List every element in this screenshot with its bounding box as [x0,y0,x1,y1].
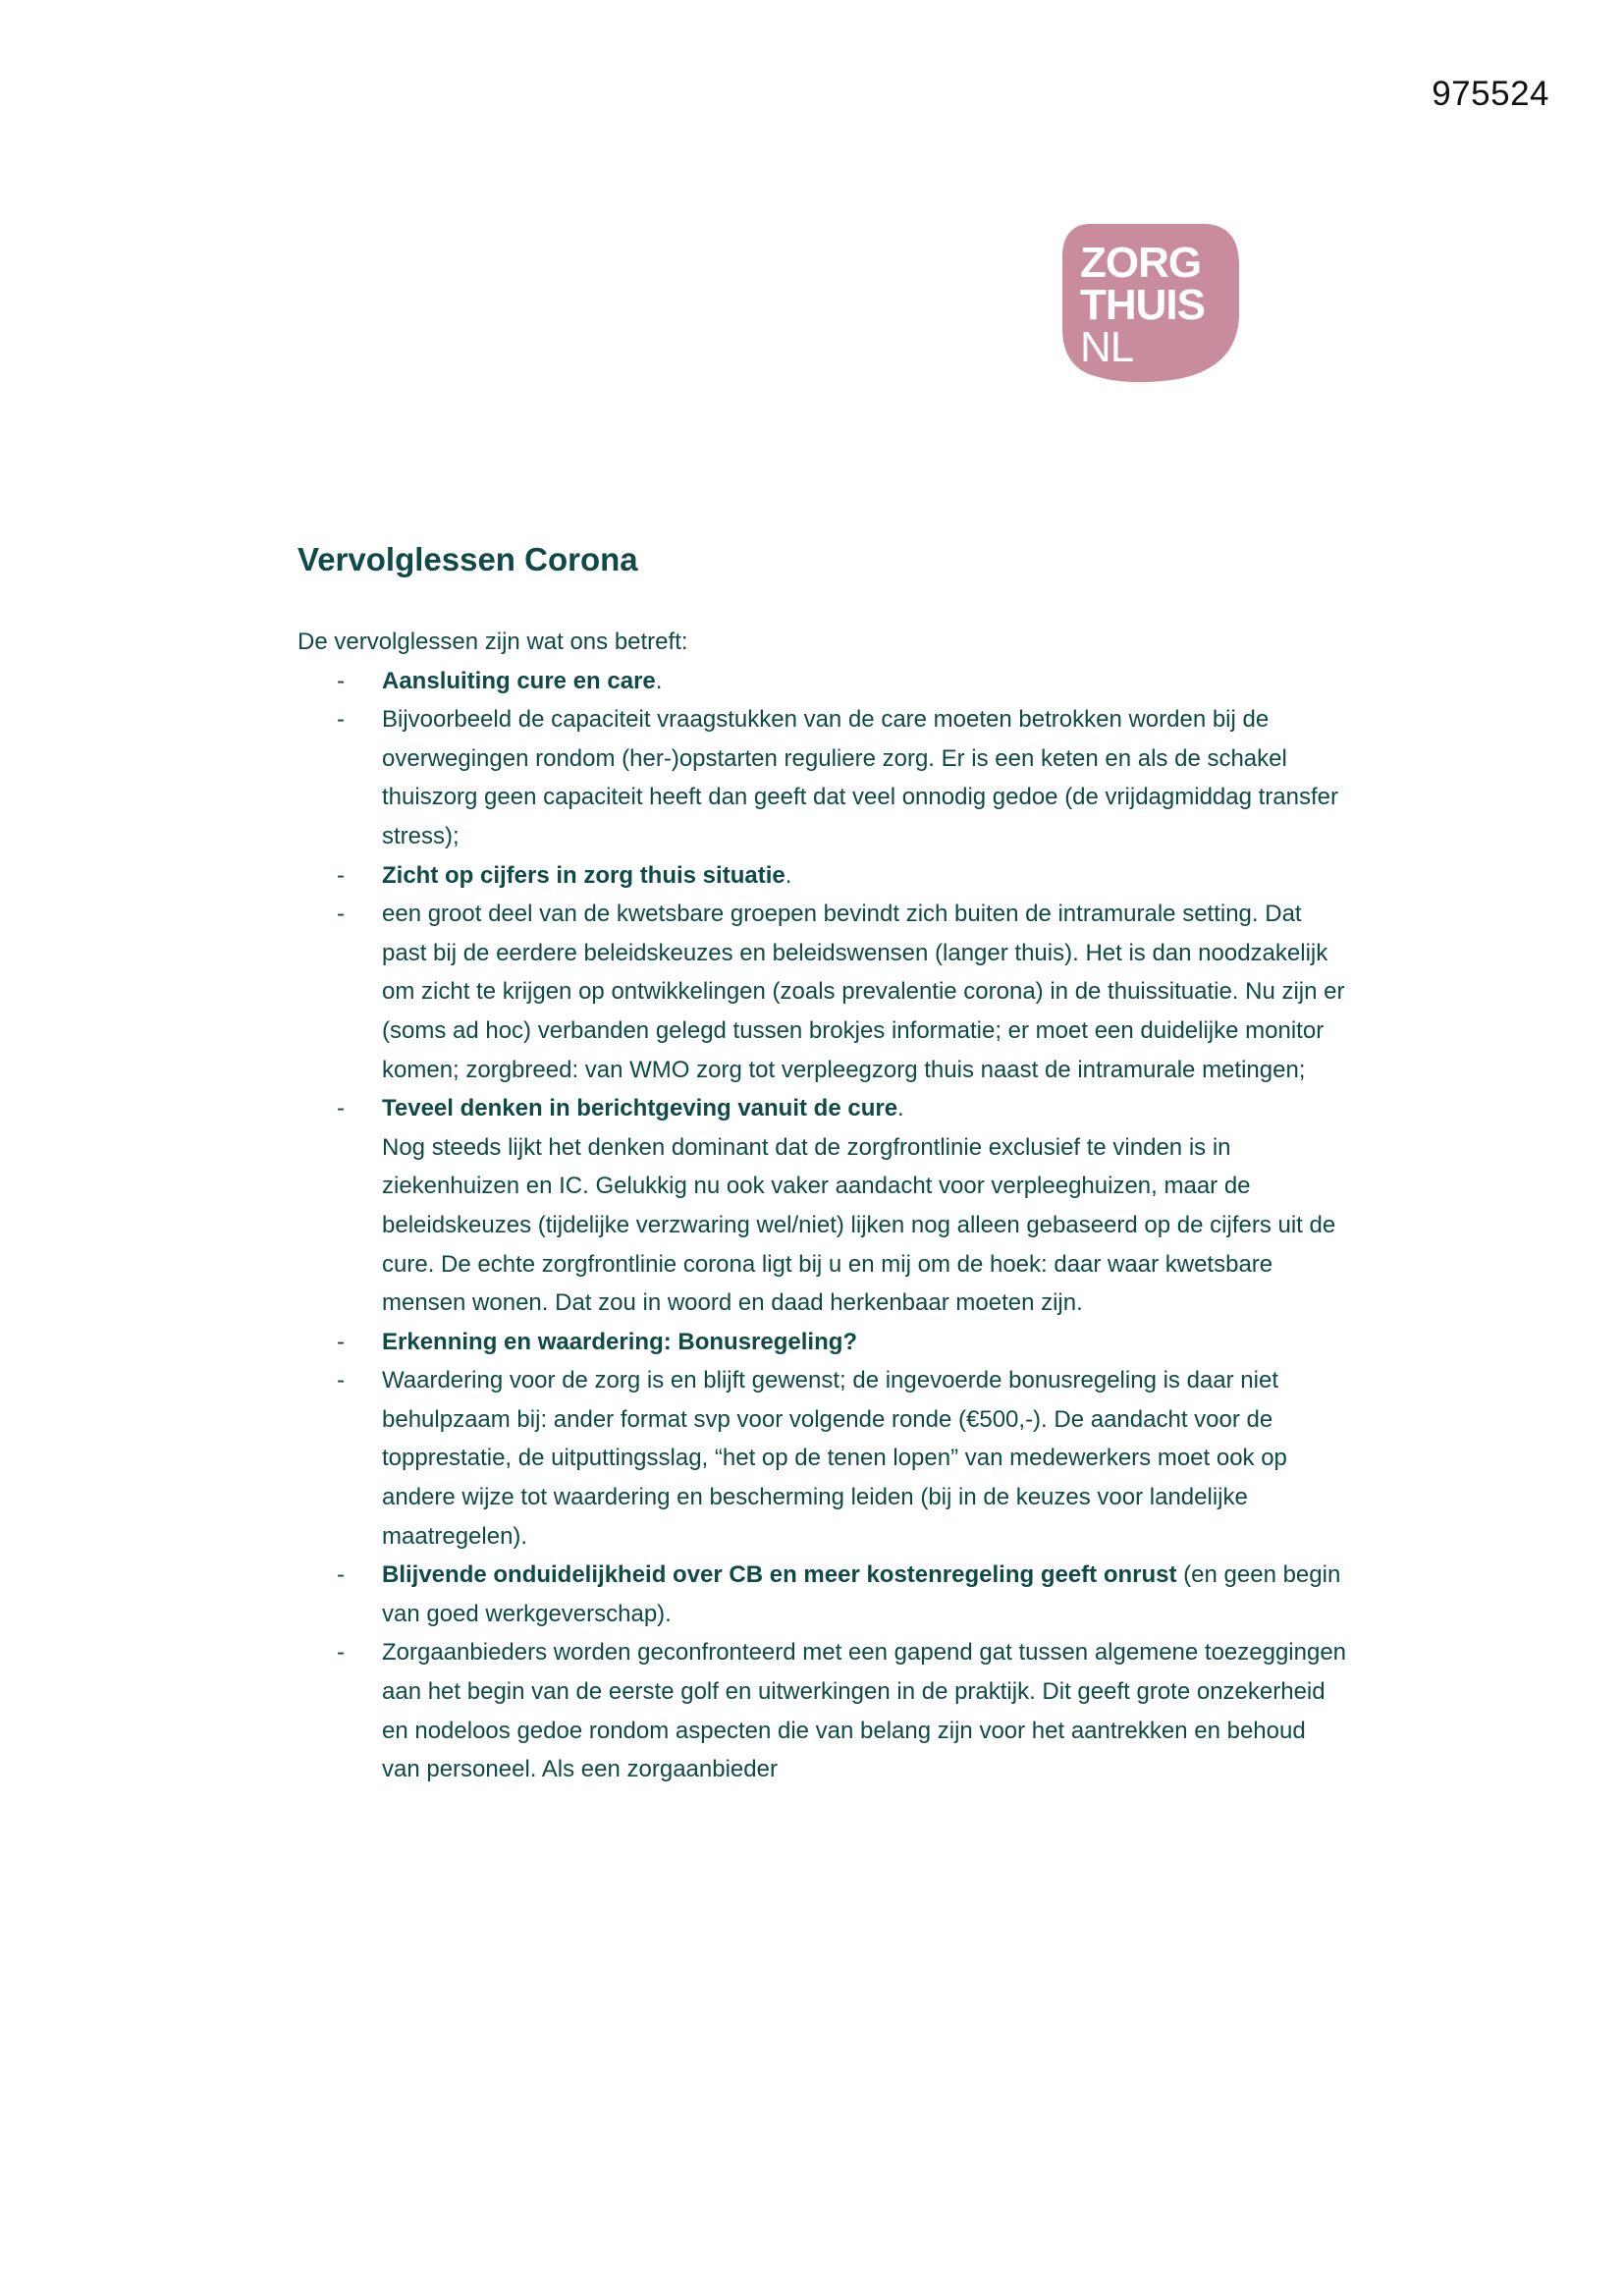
list-item [298,856,1348,896]
list-item [298,1128,1348,1323]
document-number: 975524 [1432,75,1549,113]
item-text: . [655,667,663,694]
item-text: . [897,1095,904,1122]
document-body [298,536,1348,1789]
list-item [298,1556,1348,1633]
item-heading: Aansluiting cure en care [382,667,656,694]
dash-bullet: - [337,1095,345,1122]
list-item [298,662,1348,701]
item-text: (en geen begin van goed werkgeverschap). [382,1561,1341,1627]
logo-line-zorg: ZORG [1080,239,1202,287]
logo-line-nl: NL [1080,323,1134,371]
dash-bullet: - [337,1367,345,1394]
dash-bullet: - [337,667,345,694]
item-text: Zorgaanbieders worden geconfronteerd met een gapend gat tussen algemene toezeggingen aan het begin van de eerste golf en uitwerkingen in de praktijk. Dit geeft grote onzekerheid en nodeloos gedoe rondom aspecten die van belang zijn voor het aantrekken en behoud van personeel. Als een zorgaanbieder [382,1639,1347,1783]
list-item [298,1361,1348,1556]
dash-bullet: - [337,861,345,889]
logo-line-thuis: THUIS [1080,281,1205,329]
item-text: Bijvoorbeeld de capaciteit vraagstukken van de care moeten betrokken worden bij de overwegingen rondom (her-)opstarten reguliere zorg. Er is een keten en als de schakel thuiszorg geen capaciteit heeft dan geeft dat veel onnodig gedoe (de vrijdagmiddag transfer stress); [382,706,1338,849]
item-text: Waardering voor de zorg is en blijft gewenst; de ingevoerde bonusregeling is daar niet behulpzaam bij: ander format svp voor volgende ronde (€500,-). De aandacht voor de topprestatie, de uitputtingsslag, “het op de tenen lopen” van medewerkers moet ook op andere wijze tot waardering en bescherming leiden (bij in de keuzes voor landelijke maatregelen). [382,1367,1287,1550]
lessons-list [298,662,1348,1789]
dash-bullet: - [337,1561,345,1589]
zorgthuisnl-logo [1058,220,1241,383]
list-item [298,1633,1348,1788]
list-item [298,1323,1348,1362]
item-heading: Teveel denken in berichtgeving vanuit de cure [382,1095,898,1122]
list-item [298,895,1348,1089]
document-title: Vervolglessen Corona [298,541,638,577]
item-text: een groot deel van de kwetsbare groepen bevindt zich buiten de intramurale setting. Dat past bij de eerdere beleidskeuzes en beleidswensen (langer thuis). Het is dan noodzakelijk om zicht te krijgen op ontwikkelingen (zoals prevalentie corona) in de thuissituatie. Nu zijn er (soms ad hoc) verbanden gelegd tussen brokjes informatie; er moet een duidelijke monitor komen; zorgbreed: van WMO zorg tot verpleegzorg thuis naast de intramurale metingen; [382,901,1345,1083]
dash-bullet: - [337,1639,345,1667]
item-text: . [785,861,792,889]
item-heading: Blijvende onduidelijkheid over CB en meer kostenregeling geeft onrust [382,1561,1177,1589]
list-item [298,700,1348,855]
item-text: Nog steeds lijkt het denken dominant dat de zorgfrontlinie exclusief te vinden is in ziekenhuizen en IC. Gelukkig nu ook vaker aandacht voor verpleeghuizen, maar de beleidskeuzes (tijdelijke verzwaring wel/niet) lijken nog alleen gebaseerd op de cijfers uit de cure. De echte zorgfrontlinie corona ligt bij u en mij om de hoek: daar waar kwetsbare mensen wonen. Dat zou in woord en daad herkenbaar moeten zijn. [382,1133,1336,1317]
intro-paragraph: De vervolglessen zijn wat ons betreft: [298,629,688,655]
dash-bullet: - [337,901,345,928]
dash-bullet: - [337,706,345,734]
item-heading: Erkenning en waardering: Bonusregeling? [382,1328,858,1355]
dash-bullet: - [337,1328,345,1355]
list-item [298,1089,1348,1128]
item-heading: Zicht op cijfers in zorg thuis situatie [382,861,785,889]
